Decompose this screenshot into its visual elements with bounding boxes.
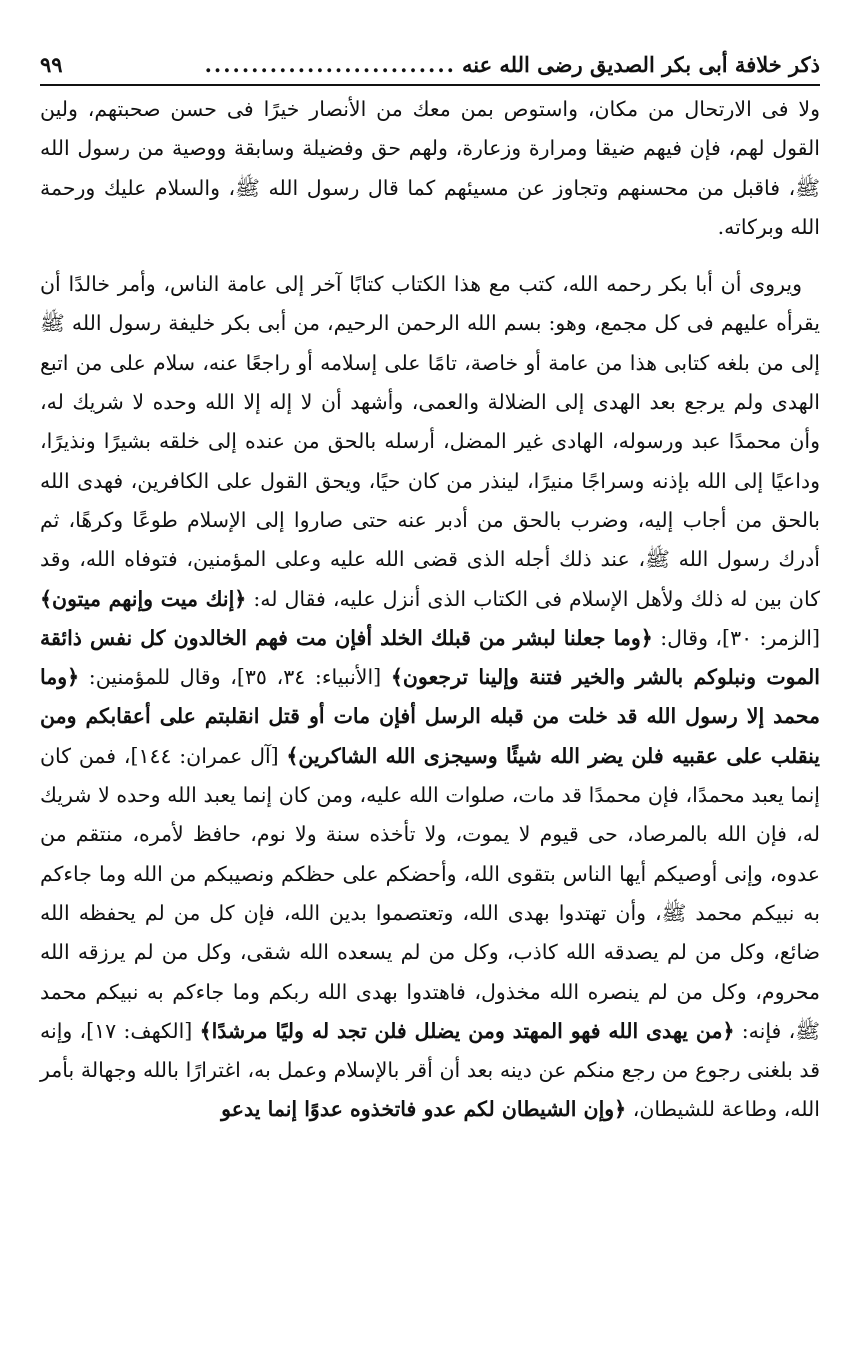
chapter-title: ذكر خلافة أبى بكر الصديق رضى الله عنه <box>461 52 820 77</box>
quran-verse: ﴿وما محمد إلا رسول الله قد خلت من قبله الرسل أفإن مات أو قتل انقلبتم على أعقابكم ومن ينقلب على عقبيه فلن يضر الله شيئًا وسيجزى الله الشاكرين﴾ <box>40 665 821 768</box>
quran-verse: ﴿وما جعلنا لبشر من قبلك الخلد أفإن مت فهم الخالدون كل نفس ذائقة الموت ونبلوكم بالشر والخير فتنة وإلينا ترجعون﴾ <box>40 625 820 690</box>
text-segment: [الأنبياء: ٣٤، ٣٥]، وقال للمؤمنين: <box>79 665 391 690</box>
paragraph-2 <box>40 265 820 1130</box>
leader-dots: ........................... <box>204 52 456 77</box>
quran-verse: ﴿وإن الشيطان لكم عدو فاتخذوه عدوًا إنما يدعو <box>221 1097 627 1122</box>
text-segment: [آل عمران: ١٤٤]، فمن كان إنما يعبد محمدًا، فإن محمدًا قد مات، صلوات الله عليه، ومن كان إنما يعبد الله وحده لا شريك له، فإن الله بالمرصاد، حى قيوم لا يموت، ولا تأخذه سنة ولا نوم، حافظ لأمره، منتقم من عدوه، وإنى أوصيكم أيها الناس بتقوى الله، وأحضكم على حظكم ونصيبكم من الله وما جاءكم به نبيكم محمد ﷺ، وأن تهتدوا بهدى الله، وتعتصموا بدين الله، فإن كل من لم يحفظه الله ضائع، وكل من لم يصدقه الله كاذب، وكل من لم يسعده الله شقى، وكل من لم يرزقه الله محروم، وكل من لم ينصره الله مخذول، فاهتدوا بهدى الله ربكم وما جاءكم به نبيكم محمد ﷺ، فإنه: <box>40 743 820 1043</box>
page-number: ٩٩ <box>40 52 63 77</box>
quran-verse: ﴿من يهدى الله فهو المهتد ومن يضلل فلن تجد له وليًا مرشدًا﴾ <box>199 1018 735 1043</box>
text-segment: [الزمر: ٣٠]، وقال: <box>652 625 820 650</box>
book-page <box>40 48 820 1130</box>
quran-verse: ﴿إنك ميت وإنهم ميتون﴾ <box>40 586 247 611</box>
text-segment: ويروى أن أبا بكر رحمه الله، كتب مع هذا الكتاب كتابًا آخر إلى عامة الناس، وأمر خالدًا أن يقرأه عليهم فى كل مجمع، وهو: بسم الله الرحمن الرحيم، من أبى بكر خليفة رسول الله ﷺ إلى من بلغه كتابى هذا من عامة أو خاصة، تامًا على إسلامه أو راجعًا عنه، سلام على من اتبع الهدى ولم يرجع بعد الهدى إلى الضلالة والعمى، وأشهد أن لا إله إلا الله وحده لا شريك له، وأن محمدًا عبد ورسوله، الهادى غير المضل، أرسله بالحق من عنده إلى خلقه بشيرًا ونذيرًا، وداعيًا إلى الله بإذنه وسراجًا منيرًا، لينذر من كان حيًا، ويحق القول على الكافرين، فهدى الله بالحق من أجاب إليه، وضرب بالحق من أدبر عنه حتى صاروا إلى الإسلام طوعًا وكرهًا، ثم أدرك رسول الله ﷺ، عند ذلك أجله الذى قضى الله عليه وعلى المؤمنين، فتوفاه الله، وقد كان بين له ذلك ولأهل الإسلام فى الكتاب الذى أنزل عليه، فقال له: <box>40 272 820 611</box>
text-segment: [الكهف: ١٧]، وإنه قد بلغنى رجوع من رجع منكم عن دينه بعد أن أقر بالإسلام وعمل به، اغترارًا بالله وجهالة بأمر الله، وطاعة للشيطان، <box>40 1018 820 1122</box>
paragraph-1: ولا فى الارتحال من مكان، واستوص بمن معك من الأنصار خيرًا فى حسن صحبتهم، ولين القول لهم، فإن فيهم ضيقا ومرارة وزعارة، ولهم حق وفضيلة وسابقة ووصية من رسول الله ﷺ، فاقبل من محسنهم وتجاوز عن مسيئهم كما قال رسول الله ﷺ، والسلام عليك ورحمة الله وبركاته. <box>40 97 820 239</box>
running-header <box>40 48 820 86</box>
